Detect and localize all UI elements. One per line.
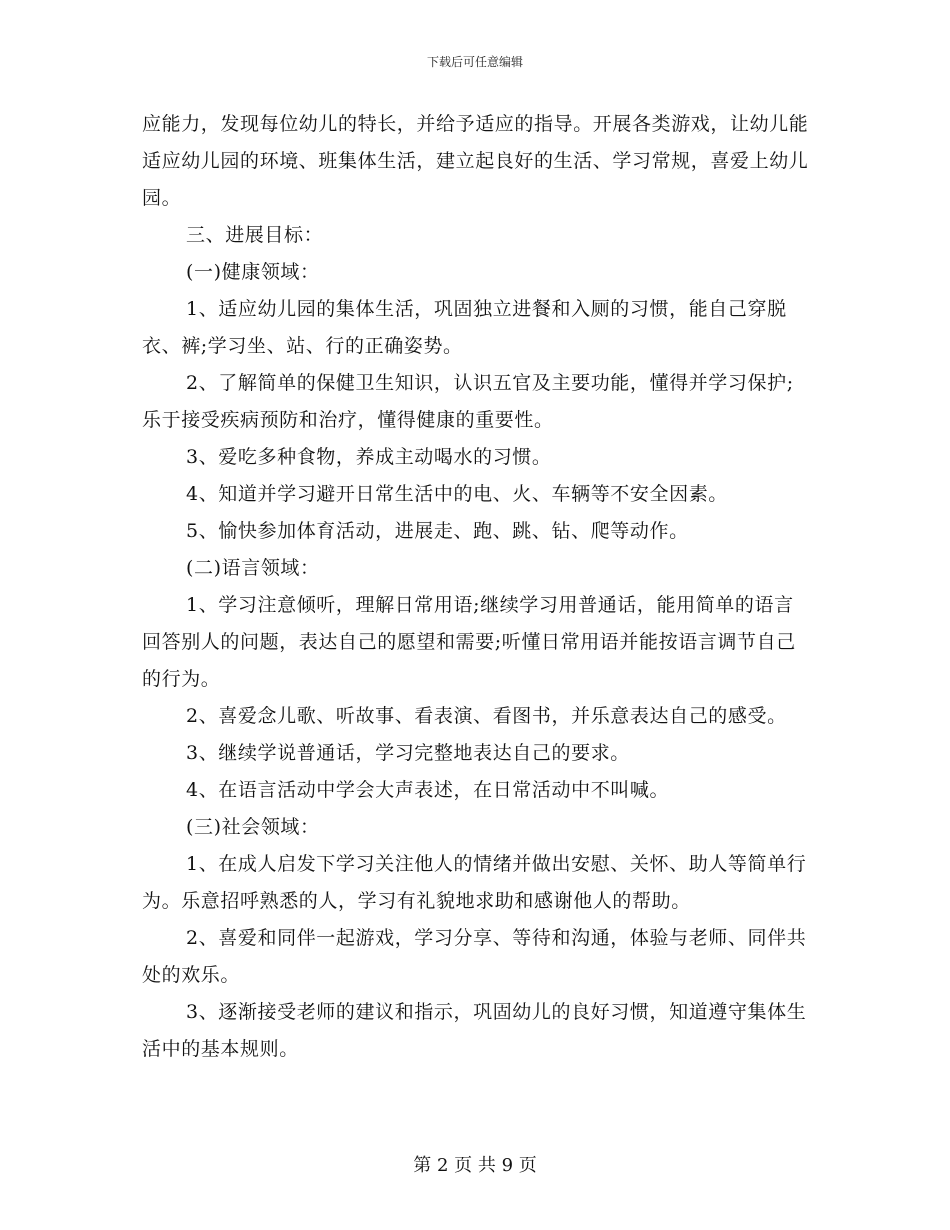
paragraph: 3、爱吃多种食物，养成主动喝水的习惯。 — [186, 446, 552, 468]
subsection-heading: (一)健康领域： — [186, 261, 320, 283]
subsection-heading: (三)社会领域： — [186, 816, 320, 838]
paragraph: 1、学习注意倾听，理解日常用语;继续学习用普通话，能用简单的语言回答别人的问题，表达自己的愿望和需要;听懂日常用语并能按语言调节自己的行为。 — [142, 594, 796, 690]
paragraph: 4、在语言活动中学会大声表述，在日常活动中不叫喊。 — [186, 779, 670, 801]
paragraph: 1、在成人启发下学习关注他人的情绪并做出安慰、关怀、助人等简单行为。乐意招呼熟悉的人，学习有礼貌地求助和感谢他人的帮助。 — [142, 853, 807, 912]
section-heading: 三、进展目标： — [186, 224, 324, 246]
paragraph: 3、逐渐接受老师的建议和指示，巩固幼儿的良好习惯，知道遵守集体生活中的基本规则。 — [142, 1001, 807, 1060]
page-header: 下载后可任意编辑 — [426, 55, 523, 69]
paragraph: 应能力，发现每位幼儿的特长，并给予适应的指导。开展各类游戏，让幼儿能适应幼儿园的环境、班集体生活，建立起良好的生活、学习常规，喜爱上幼儿园。 — [142, 113, 809, 209]
document-body — [142, 106, 810, 1068]
paragraph: 3、继续学说普通话，学习完整地表达自己的要求。 — [186, 742, 630, 764]
paragraph: 2、喜爱和同伴一起游戏，学习分享、等待和沟通，体验与老师、同伴共处的欢乐。 — [142, 927, 807, 986]
paragraph: 2、喜爱念儿歌、听故事、看表演、看图书，并乐意表达自己的感受。 — [186, 705, 787, 727]
page-number: 第 2 页 共 9 页 — [413, 1155, 537, 1176]
paragraph: 1、适应幼儿园的集体生活，巩固独立进餐和入厕的习惯，能自己穿脱衣、裤;学习坐、站、行的正确姿势。 — [142, 298, 787, 357]
paragraph: 2、了解简单的保健卫生知识，认识五官及主要功能，懂得并学习保护;乐于接受疾病预防和治疗，懂得健康的重要性。 — [142, 372, 794, 431]
subsection-heading: (二)语言领域： — [186, 557, 320, 579]
paragraph: 5、愉快参加体育活动，进展走、跑、跳、钻、爬等动作。 — [186, 520, 689, 542]
paragraph: 4、知道并学习避开日常生活中的电、火、车辆等不安全因素。 — [186, 483, 728, 505]
